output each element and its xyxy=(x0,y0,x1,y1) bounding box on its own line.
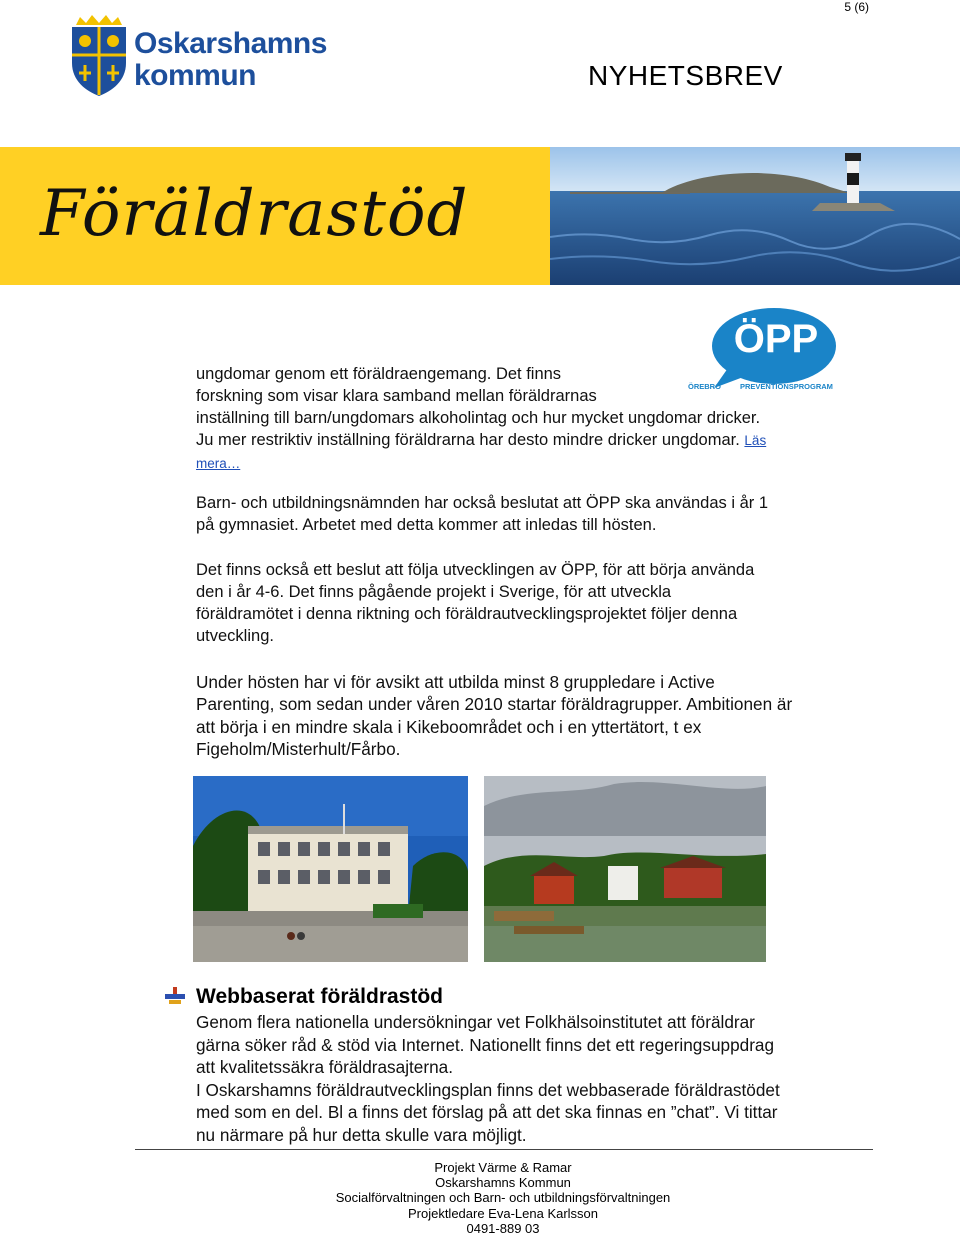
coat-of-arms-icon xyxy=(68,15,130,97)
text-line: att kvalitetssäkra föräldrasajterna. xyxy=(196,1057,453,1077)
text-line: föräldramötet i denna riktning och föräldrautvecklingsprojektet följer denna xyxy=(196,605,738,623)
opp-left-text: ÖREBRO xyxy=(688,382,721,391)
oskarshamns-kommun-logo xyxy=(68,15,338,97)
logo-line-2: kommun xyxy=(134,59,257,92)
read-more-link[interactable]: Läs xyxy=(744,433,767,448)
read-more-link-cont[interactable]: mera… xyxy=(196,456,241,471)
text-line: Under hösten har vi för avsikt att utbilda minst 8 gruppledare i Active xyxy=(196,672,715,692)
section-heading: Webbaserat föräldrastöd xyxy=(196,985,444,1008)
text-line: forskning som visar klara samband mellan föräldrarnas xyxy=(196,387,597,405)
footer xyxy=(200,1160,806,1236)
footer-line: Socialförvaltningen och Barn- och utbildningsförvaltningen xyxy=(335,1190,671,1206)
text-line: Genom flera nationella undersökningar vet Folkhälsoinstitutet att föräldrar xyxy=(196,1012,755,1032)
newsletter-title: NYHETSBREV xyxy=(588,60,783,91)
text-line: gärna söker råd & stöd via Internet. Nationellt finns det ett regeringsuppdrag xyxy=(196,1034,775,1055)
intro-paragraph xyxy=(196,363,876,475)
text-line: utveckling. xyxy=(196,627,274,645)
school-photo xyxy=(193,776,468,962)
opp-mark: ÖPP xyxy=(733,317,819,361)
text-line: med som en del. Bl a finns det förslag på att det ska finnas en ”chat”. Vi tittar xyxy=(196,1102,778,1122)
text-line: inställning till barn/ungdomars alkoholintag och hur mycket ungdomar dricker. xyxy=(196,409,761,427)
page-number: 5 (6) xyxy=(844,0,869,14)
text-line: I Oskarshamns föräldrautvecklingsplan finns det webbaserade föräldrastödet xyxy=(196,1079,780,1100)
text-line: Ju mer restriktiv inställning föräldrarna har desto mindre dricker ungdomar. Läs xyxy=(196,431,767,449)
footer-divider xyxy=(135,1149,873,1150)
text-line: den i år 4-6. Det finns pågående projekt i Sverige, för att utveckla xyxy=(196,583,672,601)
autumn-plan-paragraph xyxy=(196,671,876,760)
text-line: ungdomar genom ett föräldraengemang. Det finns xyxy=(196,365,562,383)
text-line: nu närmare på hur detta skulle vara möjligt. xyxy=(196,1124,527,1145)
footer-line: 0491-889 03 xyxy=(466,1220,540,1236)
harbor-photo xyxy=(484,776,766,962)
text-line: Barn- och utbildningsnämnden har också beslutat att ÖPP ska användas i år 1 xyxy=(196,494,769,512)
text-line: att börja i en mindre skala i Kikeboområdet och i en yttertätort, t ex xyxy=(196,716,702,737)
text-line: på gymnasiet. Arbetet med detta kommer att inledas till hösten. xyxy=(196,516,657,534)
decision-paragraph xyxy=(196,559,876,647)
opp-right-text: PREVENTIONSPROGRAM xyxy=(740,382,833,391)
text-line: Figeholm/Misterhult/Fårbo. xyxy=(196,738,401,759)
section-body xyxy=(196,1011,896,1146)
text-line: Det finns också ett beslut att följa utvecklingen av ÖPP, för att börja använda xyxy=(196,561,755,579)
text-line: Parenting, som sedan under våren 2010 startar föräldragrupper. Ambitionen är xyxy=(196,694,793,715)
footer-line: Projekt Värme & Ramar xyxy=(434,1160,572,1175)
footer-line: Projektledare Eva-Lena Karlsson xyxy=(407,1205,599,1221)
section-bullet-icon xyxy=(165,987,185,1005)
banner xyxy=(0,147,960,285)
text-line xyxy=(196,452,876,475)
logo-line-1: Oskarshamns xyxy=(134,27,327,60)
footer-line: Oskarshamns Kommun xyxy=(435,1175,571,1191)
gymnasium-paragraph xyxy=(196,492,876,536)
lighthouse-sea-photo xyxy=(550,147,960,285)
banner-title: Föräldrastöd xyxy=(40,177,469,251)
